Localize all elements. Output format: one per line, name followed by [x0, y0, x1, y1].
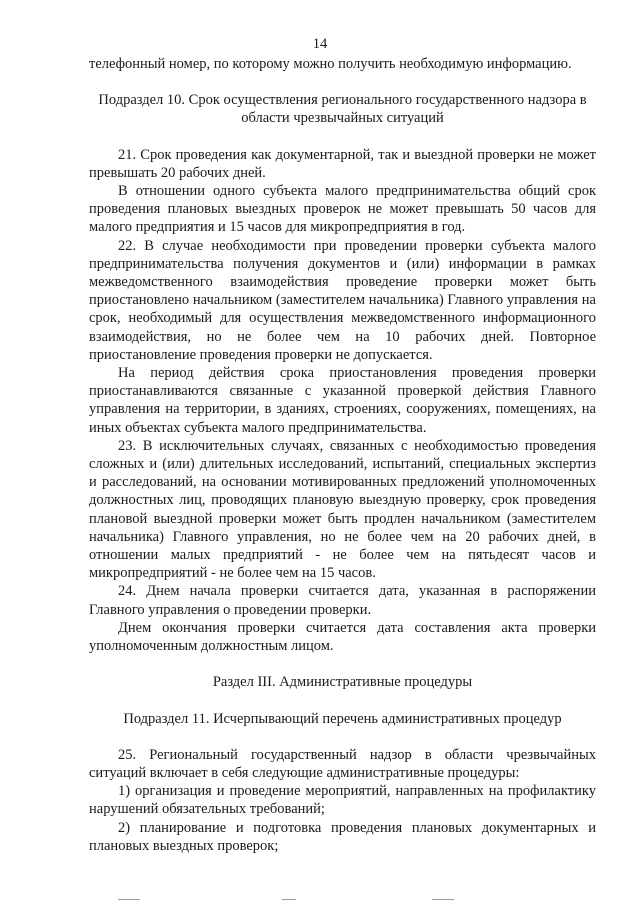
- paragraph: 1) организация и проведение мероприятий, направленных на профилактику нарушений обязательных требований;: [89, 783, 596, 818]
- paragraph: На период действия срока приостановления проведения проверки приостанавливаются связанные с указанной проверкой действия Главного управления на территории, в зданиях, строениях, сооружениях, помещениях, на иных объектах субъекта малого предпринимательства.: [89, 365, 596, 436]
- paragraph: 25. Региональный государственный надзор в области чрезвычайных ситуаций включает в себя следующие административные процедуры:: [89, 746, 596, 781]
- section-heading: Подраздел 11. Исчерпывающий перечень административных процедур: [123, 710, 562, 727]
- section-heading: Раздел III. Административные процедуры: [212, 674, 473, 691]
- section-spacer: [89, 655, 596, 673]
- section-heading: Подраздел 10. Срок осуществления регионального государственного надзора в области чрезвычайных ситуаций: [98, 92, 587, 127]
- section-spacer: [89, 728, 596, 746]
- paragraph: Днем окончания проверки считается дата составления акта проверки уполномоченным должностным лицом.: [89, 619, 596, 655]
- paragraph: телефонный номер, по которому можно получить необходимую информацию.: [89, 56, 572, 72]
- section-spacer: [89, 128, 596, 146]
- page-number: 14: [312, 36, 328, 52]
- document-body: [89, 55, 596, 855]
- page-bottom-edge: [0, 899, 640, 901]
- paragraph: 21. Срок проведения как документарной, так и выездной проверки не может превышать 20 рабочих дней.: [89, 146, 596, 181]
- section-spacer: [89, 73, 596, 91]
- section-spacer: [89, 692, 596, 710]
- paragraph: 24. Днем начала проверки считается дата, указанная в распоряжении Главного управления о проведении проверки.: [89, 583, 596, 618]
- paragraph: 23. В исключительных случаях, связанных с необходимостью проведения сложных и (или) длительных исследований, испытаний, специальных экспертиз и расследований, на основании мотивированных предложений уполномоченных должностных лиц, проводящих плановую выездную проверку, срок проведения плановой выездной проверки может быть продлен начальником (заместителем начальника) Главного управления, но не более чем на 20 рабочих дней, в отношении малых предприятий - не более чем на пятьдесят часов и микропредприятий - не более чем на 15 часов.: [89, 437, 596, 582]
- paragraph: 2) планирование и подготовка проведения плановых документарных и плановых выездных проверок;: [89, 819, 596, 854]
- paragraph: В отношении одного субъекта малого предпринимательства общий срок проведения плановых выездных проверок не может превышать 50 часов для малого предприятия и 15 часов для микропредприятия в год.: [89, 183, 596, 236]
- paragraph: 22. В случае необходимости при проведении проверки субъекта малого предпринимательства получения документов и (или) информации в рамках межведомственного взаимодействия проведение проверки может быть приостановлено начальником (заместителем начальника) Главного управления на срок, необходимый для осуществления межведомственного информационного взаимодействия, но не более чем на 10 рабочих дней. Повторное приостановление проведения проверки не допускается.: [89, 237, 596, 363]
